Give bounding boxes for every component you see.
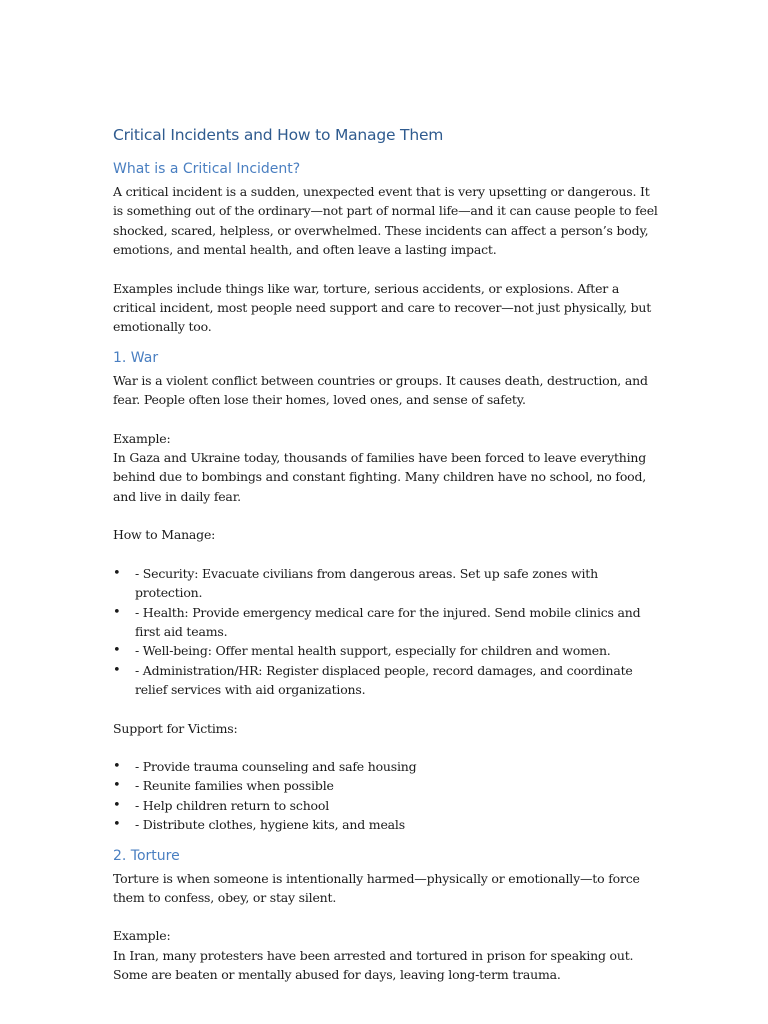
list-item: • - Provide trauma counseling and safe housing (113, 757, 658, 776)
document-title: Critical Incidents and How to Manage Them (113, 126, 444, 144)
intro-heading: What is a Critical Incident? (113, 161, 301, 177)
war-description: War is a violent conflict between countries or groups. It causes death, destruction, and fear. People often lose their homes, loved ones, and sense of safety. (113, 372, 648, 408)
bullet-icon: • (113, 778, 121, 794)
torture-example-text: In Iran, many protesters have been arrested and tortured in prison for speaking out. Some are beaten or mentally abused for days, leaving long-term trauma. (113, 947, 634, 983)
bullet-icon: • (113, 565, 121, 581)
list-item: • - Security: Evacuate civilians from dangerous areas. Set up safe zones with protection. (113, 565, 598, 601)
bullet-icon: • (113, 758, 121, 774)
bullet-icon: • (113, 662, 121, 678)
document-body (113, 126, 658, 985)
intro-paragraph-2: Examples include things like war, torture, serious accidents, or explosions. After a critical incident, most people need support and care to recover—not just physically, but emotionally too. (113, 280, 652, 335)
list-item: • - Distribute clothes, hygiene kits, and meals (113, 815, 658, 834)
bullet-icon: • (113, 797, 121, 813)
war-support-label: Support for Victims: (113, 720, 238, 736)
war-example-label: Example: (113, 430, 171, 446)
torture-description: Torture is when someone is intentionally harmed—physically or emotionally—to force them to confess, obey, or stay silent. (113, 870, 640, 905)
war-manage-list (113, 564, 658, 700)
intro-paragraph-1: A critical incident is a sudden, unexpected event that is very upsetting or dangerous. It is something out of the ordinary—not part of normal life—and it can cause people to feel shocked, scared, helpless, or overwhelmed. These incidents can affect a person’s body, emotions, and mental health, and often leave a lasting impact. (113, 184, 658, 258)
torture-heading: 2. Torture (113, 847, 180, 864)
war-manage-label: How to Manage: (113, 527, 216, 543)
war-example-text: In Gaza and Ukraine today, thousands of families have been forced to leave everything behind due to bombings and constant fighting. Many children have no school, no food, and live in daily fear. (113, 450, 647, 504)
bullet-icon: • (113, 643, 121, 659)
list-item: • - Help children return to school (113, 796, 658, 815)
list-item: • - Well-being: Offer mental health support, especially for children and women. (113, 641, 658, 660)
war-support-list (113, 757, 658, 835)
war-heading: 1. War (113, 349, 159, 366)
bullet-icon: • (113, 817, 121, 833)
torture-example-label: Example: (113, 928, 171, 944)
list-item: • - Health: Provide emergency medical care for the injured. Send mobile clinics and first aid teams. (113, 604, 641, 639)
bullet-icon: • (113, 604, 121, 620)
list-item: • - Administration/HR: Register displaced people, record damages, and coordinate relief services with aid organizations. (113, 662, 633, 698)
list-item: • - Reunite families when possible (113, 776, 658, 795)
